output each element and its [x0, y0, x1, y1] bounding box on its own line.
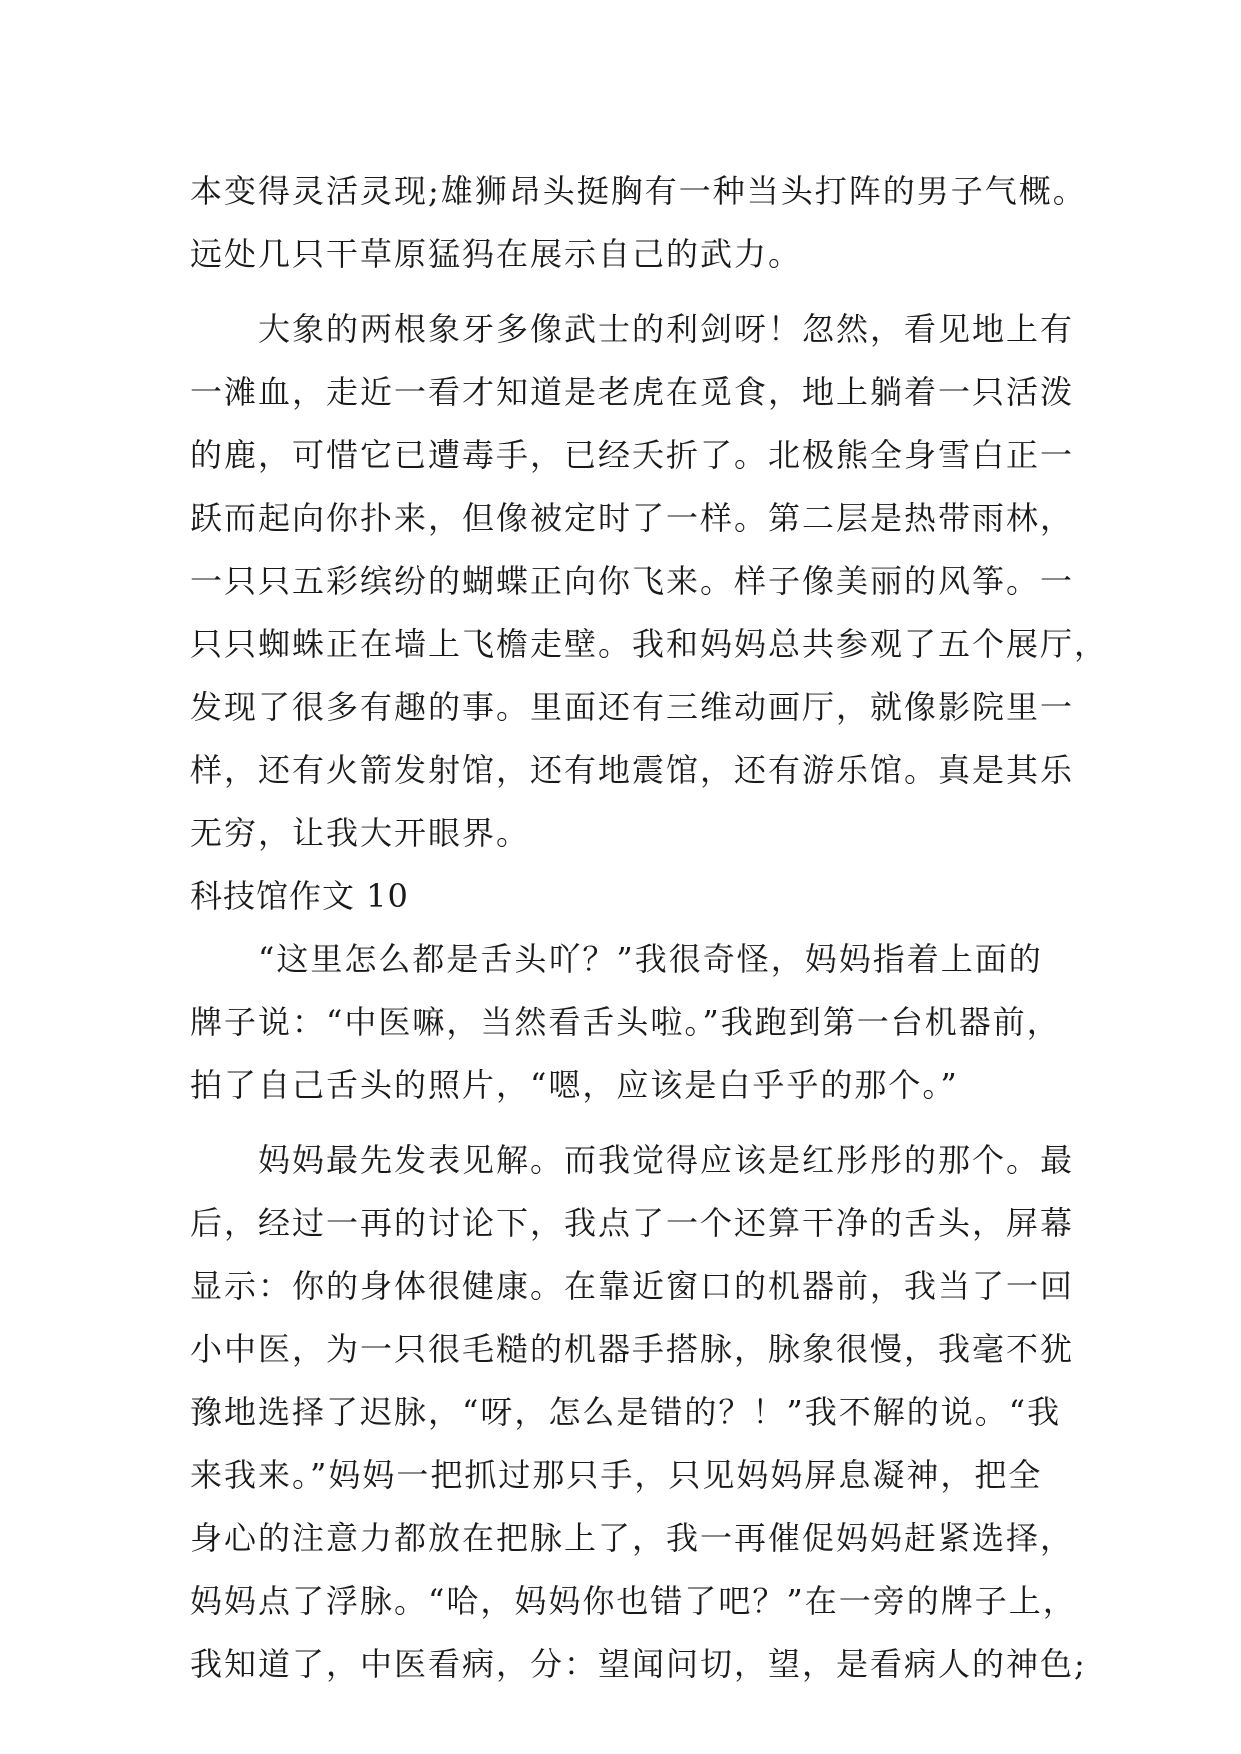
paragraph [190, 160, 1090, 286]
text-line: 后，经过一再的讨论下，我点了一个还算干净的舌头，屏幕 [190, 1204, 1075, 1242]
section-title: 科技馆作文 10 [190, 877, 409, 915]
text-line: 身心的注意力都放在把脉上了，我一再催促妈妈赶紧选择， [190, 1519, 1075, 1557]
text-line: 样，还有火箭发射馆，还有地震馆，还有游乐馆。真是其乐 [190, 751, 1075, 789]
text-line: 大象的两根象牙多像武士的利剑呀！忽然，看见地上有 [258, 310, 1075, 348]
section-after [190, 928, 1090, 1696]
paragraph [190, 298, 1109, 865]
text-line: 小中医，为一只很毛糙的机器手搭脉，脉象很慢，我毫不犹 [190, 1330, 1075, 1368]
paragraph [190, 928, 1090, 1117]
text-line: 一滩血，走近一看才知道是老虎在觅食，地上躺着一只活泼 [190, 373, 1075, 411]
text-line: 豫地选择了迟脉，“呀，怎么是错的？！”我不解的说。“我 [190, 1393, 1062, 1431]
text-line: 拍了自己舌头的照片，“嗯，应该是白乎乎的那个。” [190, 1066, 959, 1104]
text-line: 只只蜘蛛正在墙上飞檐走壁。我和妈妈总共参观了五个展厅， [190, 625, 1109, 663]
text-line: 一只只五彩缤纷的蝴蝶正向你飞来。样子像美丽的风筝。一 [190, 562, 1075, 600]
text-line: 远处几只干草原猛犸在展示自己的武力。 [190, 235, 803, 273]
paragraph [190, 1129, 1090, 1696]
section-before [190, 160, 1109, 865]
text-line: 牌子说：“中医嘛，当然看舌头啦。”我跑到第一台机器前， [190, 1003, 1061, 1041]
text-line: 来我来。”妈妈一把抓过那只手，只见妈妈屏息凝神，把全 [190, 1456, 1043, 1494]
text-line: 妈妈最先发表见解。而我觉得应该是红彤彤的那个。最 [258, 1141, 1075, 1179]
text-line: 的鹿，可惜它已遭毒手，已经夭折了。北极熊全身雪白正一 [190, 436, 1075, 474]
text-line: 我知道了，中医看病，分：望闻问切，望，是看病人的神色; [190, 1645, 1087, 1683]
document-body [190, 160, 1109, 1696]
text-line: 无穷，让我大开眼界。 [190, 814, 531, 852]
text-line: 显示：你的身体很健康。在靠近窗口的机器前，我当了一回 [190, 1267, 1075, 1305]
text-line: “这里怎么都是舌头吖？”我很奇怪，妈妈指着上面的 [258, 940, 1043, 978]
text-line: 本变得灵活灵现;雄狮昂头挺胸有一种当头打阵的男子气概。 [190, 172, 1087, 210]
text-line: 跃而起向你扑来，但像被定时了一样。第二层是热带雨林， [190, 499, 1075, 537]
text-line: 妈妈点了浮脉。“哈，妈妈你也错了吧？”在一旁的牌子上， [190, 1582, 1077, 1620]
text-line: 发现了很多有趣的事。里面还有三维动画厅，就像影院里一 [190, 688, 1075, 726]
